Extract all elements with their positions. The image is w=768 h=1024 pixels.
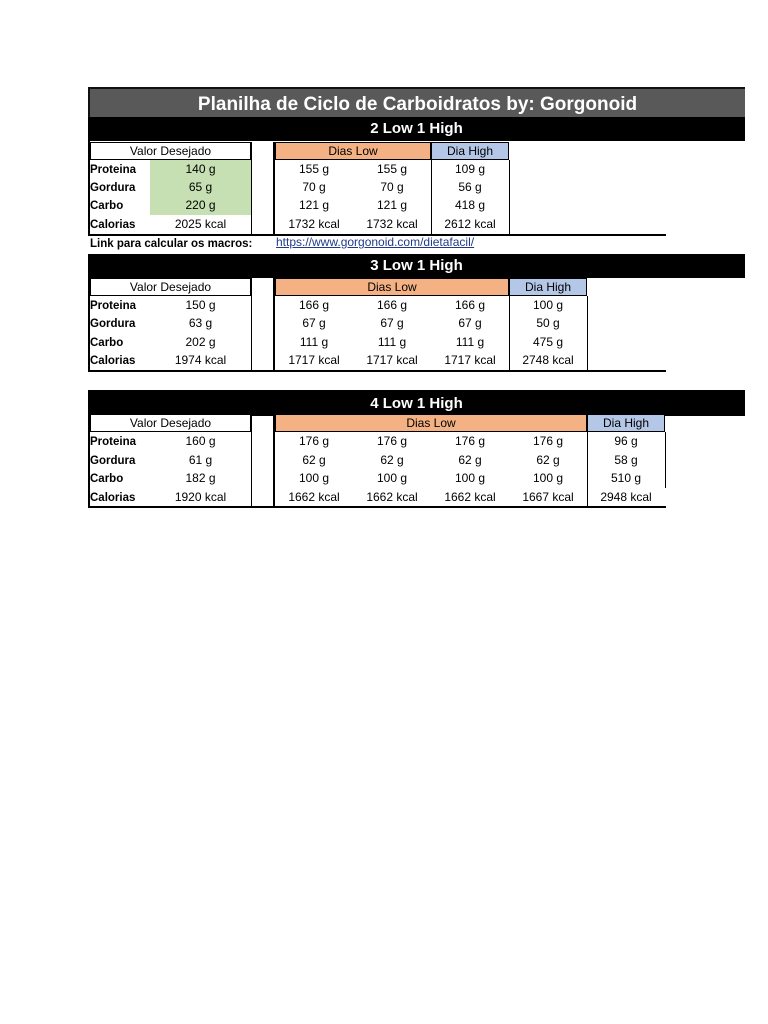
row-label-calorias: Calorias — [90, 492, 136, 504]
column-divider — [251, 278, 252, 370]
row-label-calorias: Calorias — [90, 355, 136, 367]
low-cell: 121 g — [298, 198, 330, 212]
low-cell: 176 g — [454, 434, 486, 448]
macros-link[interactable]: https://www.gorgonoid.com/dietafacil/ — [276, 235, 475, 249]
high-cell: 2612 kcal — [444, 217, 496, 231]
low-cell: 1717 kcal — [366, 353, 418, 367]
low-cell: 176 g — [376, 434, 408, 448]
low-cell: 1732 kcal — [366, 217, 418, 231]
low-cell: 1732 kcal — [288, 217, 340, 231]
valor-gordura[interactable]: 65 g — [188, 180, 213, 194]
low-cell: 62 g — [302, 453, 326, 467]
section-title-2low: 2 Low 1 High — [88, 117, 745, 141]
low-cell: 67 g — [458, 316, 482, 330]
low-cell: 155 g — [376, 162, 408, 176]
sheet-title: Planilha de Ciclo de Carboidratos by: Gorgonoid — [88, 87, 745, 117]
header-dias-low: Dias Low — [275, 414, 587, 432]
low-cell: 62 g — [458, 453, 482, 467]
valor-proteina: 160 g — [185, 434, 216, 448]
high-cell: 109 g — [454, 162, 486, 176]
column-divider — [251, 414, 252, 506]
low-cell: 70 g — [380, 180, 404, 194]
high-cell: 56 g — [458, 180, 482, 194]
row-divider — [88, 506, 666, 508]
low-cell: 111 g — [377, 335, 407, 349]
high-cell: 2748 kcal — [522, 353, 574, 367]
high-cell: 2948 kcal — [600, 490, 652, 504]
header-valor-desejado: Valor Desejado — [90, 278, 251, 296]
valor-calorias: 1974 kcal — [174, 353, 227, 367]
row-label-proteina: Proteina — [90, 436, 137, 448]
row-label-proteina: Proteina — [90, 300, 137, 312]
low-cell: 67 g — [302, 316, 326, 330]
row-label-gordura: Gordura — [90, 182, 136, 194]
low-cell: 176 g — [298, 434, 330, 448]
low-cell: 166 g — [298, 298, 330, 312]
low-cell: 1717 kcal — [444, 353, 496, 367]
low-cell: 166 g — [454, 298, 486, 312]
low-cell: 111 g — [455, 335, 485, 349]
row-label-gordura: Gordura — [90, 455, 136, 467]
valor-calorias: 1920 kcal — [174, 490, 227, 504]
low-cell: 1717 kcal — [288, 353, 340, 367]
low-cell: 176 g — [532, 434, 564, 448]
high-cell: 510 g — [610, 471, 642, 485]
row-label-proteina: Proteina — [90, 164, 137, 176]
valor-proteina: 150 g — [185, 298, 216, 312]
valor-calorias: 2025 kcal — [174, 217, 227, 231]
column-divider — [251, 142, 252, 234]
section-title-3low: 3 Low 1 High — [88, 254, 745, 278]
header-valor-desejado: Valor Desejado — [90, 414, 251, 432]
low-cell: 166 g — [376, 298, 408, 312]
valor-gordura: 61 g — [188, 453, 213, 467]
low-cell: 1662 kcal — [444, 490, 496, 504]
low-cell: 62 g — [536, 453, 560, 467]
header-dia-high: Dia High — [587, 414, 665, 432]
valor-carbo: 182 g — [185, 471, 216, 485]
high-cell: 418 g — [454, 198, 486, 212]
row-label-gordura: Gordura — [90, 318, 136, 330]
link-label: Link para calcular os macros: — [90, 238, 253, 250]
row-divider — [88, 370, 666, 372]
header-dias-low: Dias Low — [275, 278, 509, 296]
low-cell: 62 g — [380, 453, 404, 467]
low-cell: 67 g — [380, 316, 404, 330]
row-label-carbo: Carbo — [90, 200, 124, 212]
low-cell: 155 g — [298, 162, 330, 176]
row-label-carbo: Carbo — [90, 337, 124, 349]
row-label-calorias: Calorias — [90, 219, 136, 231]
high-cell: 50 g — [536, 316, 560, 330]
low-cell: 1662 kcal — [366, 490, 418, 504]
header-dias-low: Dias Low — [275, 142, 431, 160]
low-cell: 121 g — [376, 198, 408, 212]
section-title-4low: 4 Low 1 High — [88, 390, 745, 416]
header-valor-desejado: Valor Desejado — [90, 142, 251, 160]
header-dia-high: Dia High — [509, 278, 587, 296]
high-cell: 475 g — [532, 335, 564, 349]
high-cell: 100 g — [532, 298, 564, 312]
column-divider — [587, 296, 588, 370]
valor-carbo[interactable]: 220 g — [185, 198, 216, 212]
high-cell: 58 g — [614, 453, 638, 467]
row-label-carbo: Carbo — [90, 473, 124, 485]
low-cell: 111 g — [299, 335, 329, 349]
low-cell: 100 g — [454, 471, 486, 485]
valor-gordura: 63 g — [188, 316, 213, 330]
low-cell: 70 g — [302, 180, 326, 194]
low-cell: 1667 kcal — [522, 490, 574, 504]
header-dia-high: Dia High — [431, 142, 509, 160]
valor-carbo: 202 g — [185, 335, 216, 349]
high-cell: 96 g — [614, 434, 638, 448]
low-cell: 100 g — [376, 471, 408, 485]
valor-proteina[interactable]: 140 g — [185, 162, 216, 176]
column-divider — [509, 160, 510, 234]
column-divider — [665, 432, 666, 488]
low-cell: 1662 kcal — [288, 490, 340, 504]
low-cell: 100 g — [532, 471, 564, 485]
low-cell: 100 g — [298, 471, 330, 485]
